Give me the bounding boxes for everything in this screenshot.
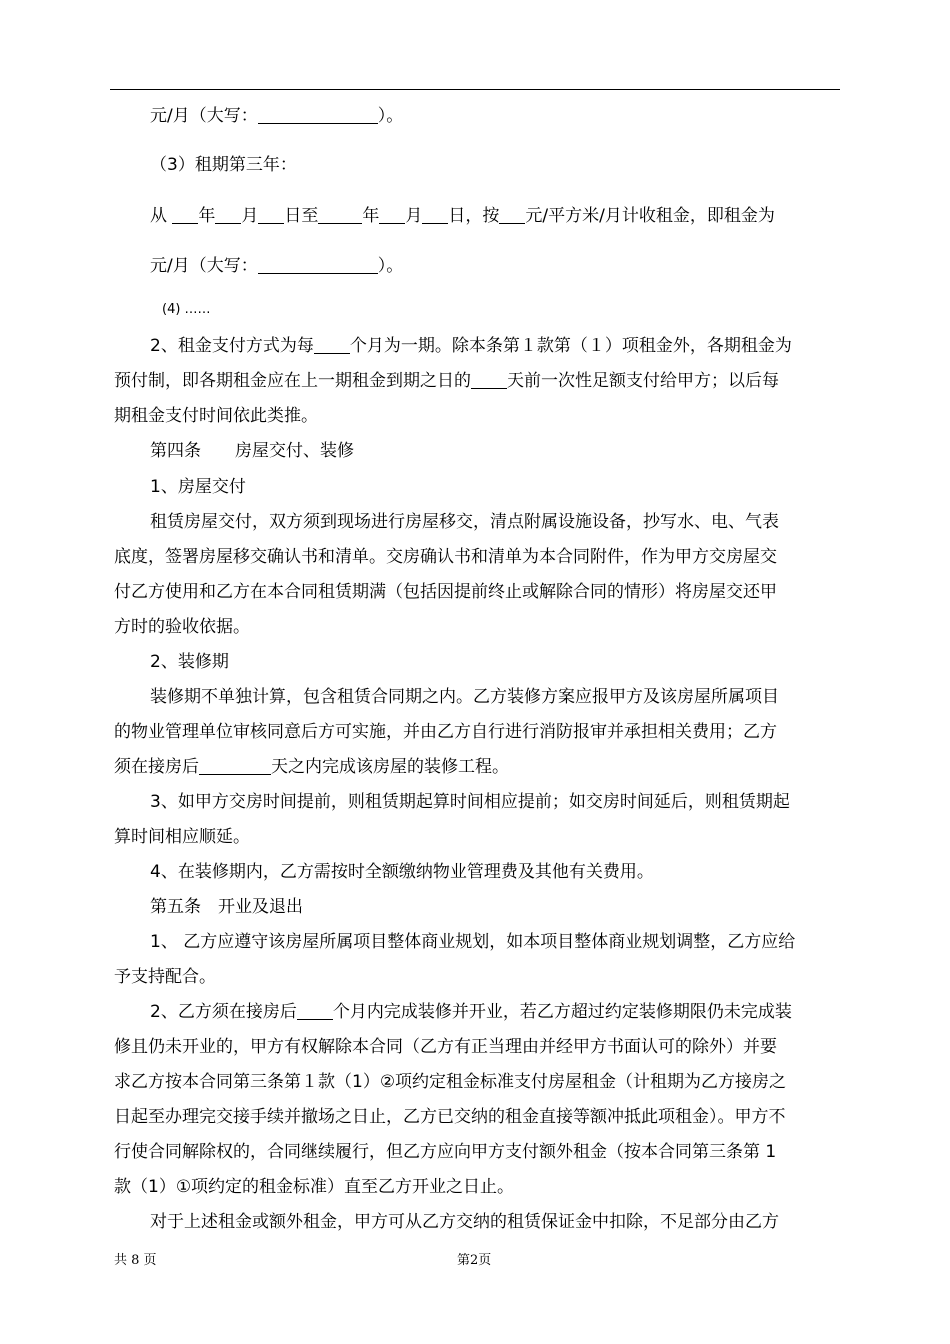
blank-field[interactable] bbox=[422, 205, 448, 224]
text: 元/月（大写： bbox=[150, 106, 258, 126]
blank-field[interactable] bbox=[314, 335, 350, 354]
line-4 bbox=[114, 255, 876, 277]
line-21: 4、在装修期内，乙方需按时全额缴纳物业管理费及其他有关费用。 bbox=[150, 862, 654, 882]
subheading-renovation: 2、装修期 bbox=[150, 652, 229, 672]
blank-field[interactable] bbox=[172, 205, 198, 224]
line-20: 算时间相应顺延。 bbox=[114, 827, 250, 847]
text: 2、租金支付方式为每 bbox=[150, 336, 314, 356]
line-28: 日起至办理完交接手续并撤场之日止，乙方已交纳的租金直接等额冲抵此项租金）。甲方不 bbox=[114, 1107, 786, 1127]
text: 元/平方米/月计收租金，即租金为 bbox=[525, 206, 775, 226]
text: 月 bbox=[405, 206, 423, 226]
line-24: 予支持配合。 bbox=[114, 967, 216, 987]
line-13: 付乙方使用和乙方在本合同租赁期满（包括因提前终止或解除合同的情形）将房屋交还甲 bbox=[114, 582, 777, 602]
text: 个月内完成装修并开业，若乙方超过约定装修期限仍未完成装 bbox=[332, 1002, 792, 1022]
blank-field[interactable] bbox=[258, 255, 378, 274]
line-8: 期租金支付时间依此类推。 bbox=[114, 406, 318, 426]
line-23: 1、 乙方应遵守该房屋所属项目整体商业规划，如本项目整体商业规划调整，乙方应给 bbox=[150, 932, 796, 952]
blank-field[interactable] bbox=[471, 370, 507, 389]
blank-field[interactable] bbox=[258, 205, 284, 224]
line-25 bbox=[114, 1001, 876, 1023]
footer-page-number: 第2页 bbox=[457, 1253, 492, 1268]
text: 年 bbox=[198, 206, 216, 226]
text: 年 bbox=[362, 206, 380, 226]
section-heading-5: 第五条 开业及退出 bbox=[150, 897, 303, 917]
line-12: 底度，签署房屋移交确认书和清单。交房确认书和清单为本合同附件，作为甲方交房屋交 bbox=[114, 547, 777, 567]
line-29: 行使合同解除权的，合同继续履行，但乙方应向甲方支付额外租金（按本合同第三条第 1 bbox=[114, 1142, 777, 1162]
text: 预付制，即各期租金应在上一期租金到期之日的 bbox=[114, 371, 471, 391]
text: 元/月（大写： bbox=[150, 256, 258, 276]
blank-field[interactable] bbox=[258, 105, 378, 124]
footer-total-pages: 共 8 页 bbox=[114, 1253, 157, 1268]
text: ）。 bbox=[377, 106, 404, 126]
header-rule bbox=[110, 89, 840, 90]
text: 月 bbox=[241, 206, 259, 226]
line-6 bbox=[114, 335, 876, 357]
blank-field[interactable] bbox=[379, 205, 405, 224]
text: 2、乙方须在接房后 bbox=[150, 1002, 297, 1022]
line-27: 求乙方按本合同第三条第１款（1）②项约定租金标准支付房屋租金（计租期为乙方接房之 bbox=[114, 1072, 787, 1092]
line-2: （3）租期第三年： bbox=[150, 155, 297, 175]
text: 日至 bbox=[284, 206, 319, 226]
line-1 bbox=[114, 105, 876, 127]
blank-field[interactable] bbox=[297, 1001, 333, 1020]
blank-field[interactable] bbox=[215, 205, 241, 224]
blank-field[interactable] bbox=[499, 205, 525, 224]
text: 从 bbox=[150, 206, 167, 226]
text: 日，按 bbox=[448, 206, 500, 226]
line-5: (4) …… bbox=[162, 302, 211, 317]
line-7 bbox=[114, 370, 840, 392]
line-3 bbox=[114, 205, 876, 227]
line-19: 3、如甲方交房时间提前，则租赁期起算时间相应提前；如交房时间延后，则租赁期起 bbox=[150, 792, 790, 812]
line-14: 方时的验收依据。 bbox=[114, 617, 250, 637]
text: ）。 bbox=[377, 256, 404, 276]
line-16: 装修期不单独计算，包含租赁合同期之内。乙方装修方案应报甲方及该房屋所属项目 bbox=[150, 687, 779, 707]
text: 须在接房后 bbox=[114, 757, 199, 777]
line-31: 对于上述租金或额外租金，甲方可从乙方交纳的租赁保证金中扣除，不足部分由乙方 bbox=[150, 1212, 779, 1232]
line-26: 修且仍未开业的，甲方有权解除本合同（乙方有正当理由并经甲方书面认可的除外）并要 bbox=[114, 1037, 777, 1057]
subheading-house-delivery: 1、房屋交付 bbox=[150, 477, 246, 497]
blank-field[interactable] bbox=[318, 205, 362, 224]
line-17: 的物业管理单位审核同意后方可实施，并由乙方自行进行消防报审并承担相关费用；乙方 bbox=[114, 722, 777, 742]
line-18 bbox=[114, 756, 840, 778]
text: 天前一次性足额支付给甲方；以后每 bbox=[507, 371, 779, 391]
line-30: 款（1）①项约定的租金标准）直至乙方开业之日止。 bbox=[114, 1177, 515, 1197]
line-11: 租赁房屋交付，双方须到现场进行房屋移交，清点附属设施设备，抄写水、电、气表 bbox=[150, 512, 779, 532]
section-heading-4: 第四条 房屋交付、装修 bbox=[150, 441, 354, 461]
blank-field[interactable] bbox=[199, 756, 271, 775]
text: 个月为一期。除本条第１款第（１）项租金外，各期租金为 bbox=[349, 336, 792, 356]
text: 天之内完成该房屋的装修工程。 bbox=[271, 757, 509, 777]
